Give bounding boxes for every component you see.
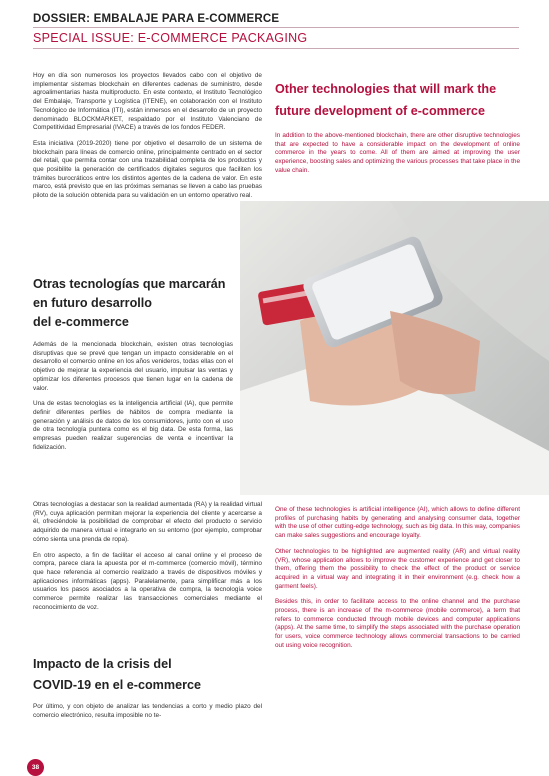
hands-phone-card-illustration xyxy=(240,201,549,495)
page-number: 38 xyxy=(27,759,44,776)
spanish-paragraph: Otras tecnologías a destacar son la realidad aumentada (RA) y la realidad virtual (RV), cuya aplicación permitan mejorar la experiencia del cliente y acercarse a él, ofreciéndole la posibilidad de comprobar el efecto del producto o servicio adquirido de manera virtual e integrarlo en su entorno (por ejemplo, comprobar cómo sienta una prenda de ropa). xyxy=(33,501,262,543)
spanish-paragraph: Por último, y con objeto de analizar las tendencias a corto y medio plazo del comercio electrónico, resulta imposible no te- xyxy=(33,703,262,719)
special-issue-title: SPECIAL ISSUE: E-COMMERCE PACKAGING xyxy=(33,31,308,45)
shopping-photo xyxy=(240,201,549,495)
english-paragraph: In addition to the above-mentioned blockchain, there are other disruptive technologies that are expected to have a considerable impact on the development of online commerce in the years to come. All of them are aimed at improving the user experience, boosting sales and optimizing the various processes that take place in the value chain. xyxy=(275,132,520,174)
english-column-top xyxy=(275,132,520,183)
english-column-bottom xyxy=(275,506,520,658)
header-divider xyxy=(33,27,519,28)
spanish-heading-technologies: Otras tecnologías que marcarán en futuro desarrollo del e-commerce xyxy=(33,277,226,329)
spanish-column-top xyxy=(33,72,262,208)
spanish-paragraph: Una de estas tecnologías es la inteligencia artificial (IA), que permite definir diferentes perfiles de hábitos de compra mediante la generación y análisis de datos de los consumidores, junto con el uso de otra tecnología puntera como es el big data. De esta forma, las empresas pueden realizar sugerencias de venta e incentivar la fidelización. xyxy=(33,400,233,451)
spanish-paragraph: Además de la mencionada blockchain, existen otras tecnologías disruptivas que se prevé que tengan un impacto considerable en el desarrollo el comercio online en los años venideros, todas ellas con el objetivo de mejorar la experiencia del usuario, impulsar las ventas y optimizar los diferentes procesos que tienen lugar en la cadena de valor. xyxy=(33,341,233,392)
spanish-column-lower xyxy=(33,501,262,619)
spanish-paragraph: Hoy en día son numerosos los proyectos llevados cabo con el objetivo de implementar sistemas blockchain en diferentes cadenas de suministro, desde agroalimentarias hasta multiproducto. En este contexto, el Instituto Tecnológico del Embalaje, Transporte y Logística (ITENE), en colaboración con el Instituto Tecnológico de Informática (ITI), están inmersos en el desarrollo de un proyecto denominado BLOCKMARKET, respaldado por el Instituto Valenciano de Competitividad Empresarial (IVACE) a través de los fondos FEDER. xyxy=(33,72,262,132)
spanish-paragraph: Esta iniciativa (2019-2020) tiene por objetivo el desarrollo de un sistema de blockchain para líneas de comercio online, principalmente centrado en el sector del retail, que permita contar con una trazabilidad completa de los productos y que posibilite la generación de certificados digitales seguros que faciliten los trámites burocráticos entre los distintos agentes de la cadena de valor. En este marco, está previsto que en las próximas semanas se lleven a cabo las pruebas piloto de la solución obtenida para su validación en un entorno operativo real. xyxy=(33,139,262,200)
spanish-column-bottom xyxy=(33,703,262,727)
english-paragraph: Besides this, in order to facilitate access to the online channel and the purchase process, there is an increase of the m-commerce (mobile commerce), a term that refers to commerce conducted through mobile devices and computer applications (apps). At the same time, to simplify the steps associated with the purchase operation for users, voice commerce technology allows commercial transactions to be carried out using voice recognition. xyxy=(275,598,520,649)
spanish-column-middle xyxy=(33,341,233,459)
spanish-paragraph: En otro aspecto, a fin de facilitar el acceso al canal online y el proceso de compra, parece clara la apuesta por el m-commerce (comercio móvil), término que hace referencia al comercio realizado a través de dispositivos móviles y aplicaciones informáticas (apps). Paralelamente, para simplificar más a los usuarios los pasos asociados a la operativa de compra, la tecnología voice commerce permite realizar las transacciones comerciales mediante el reconocimiento de voz. xyxy=(33,551,262,611)
english-paragraph: One of these technologies is artificial intelligence (AI), which allows to define different profiles of purchasing habits by generating and analysing consumer data, together with the use of other cutting-edge technology, such as big data. In this way, companies can make sales suggestions and encourage loyalty. xyxy=(275,506,520,540)
header-divider-bottom xyxy=(33,48,519,49)
spanish-heading-covid: Impacto de la crisis del COVID-19 en el e-commerce xyxy=(33,657,201,692)
english-heading: Other technologies that will mark the future development of e-commerce xyxy=(275,82,497,118)
dossier-title: DOSSIER: EMBALAJE PARA E-COMMERCE xyxy=(33,13,280,25)
english-paragraph: Other technologies to be highlighted are augmented reality (AR) and virtual reality (VR), whose application allows to improve the customer experience and get closer to them, offering them the possibility to check the effect of the product or service acquired in a virtual way and integrating it in their environment (e.g. check how a garment feels). xyxy=(275,547,520,590)
